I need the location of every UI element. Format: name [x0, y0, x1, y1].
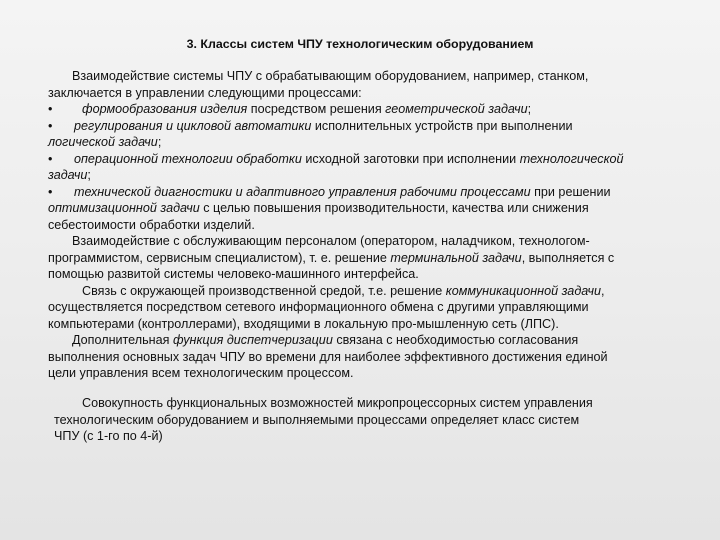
text-run: с целью повышения производительности, качества или снижения — [199, 201, 589, 215]
text-run: ; — [527, 102, 532, 116]
text-line — [48, 118, 698, 135]
text-run: Совокупность функциональных возможностей микропроцессорных систем управления — [82, 396, 593, 410]
text-run: исходной заготовки при исполнении — [301, 151, 520, 166]
text-run: исполнительных устройств при выполнении — [311, 118, 573, 133]
italic-term: технической диагностики и адаптивного управления рабочими процессами — [74, 184, 531, 199]
text-run: ; — [87, 168, 91, 182]
text-line — [48, 184, 698, 201]
text-line — [48, 217, 698, 234]
text-run: ; — [157, 135, 162, 149]
text-line — [48, 101, 698, 118]
text-run: осуществляется посредством сетевого информационного обмена с другими управляющими — [48, 300, 589, 314]
text-run: Взаимодействие системы ЧПУ с обрабатывающим оборудованием, например, станком, — [72, 69, 589, 83]
text-run: Дополнительная — [72, 333, 173, 347]
text-line — [48, 200, 698, 217]
text-run: помощью развитой системы человеко-машинного интерфейса. — [48, 267, 419, 281]
bullet-marker: • — [48, 184, 53, 199]
italic-term: коммуникационной задачи — [445, 283, 601, 298]
text-line — [48, 266, 698, 283]
text-run: себестоимости обработки изделий. — [48, 217, 255, 232]
italic-term: геометрической задачи — [385, 102, 528, 116]
text-line — [48, 68, 698, 85]
italic-term: операционной технологии обработки — [74, 151, 302, 166]
text-line — [48, 134, 698, 151]
italic-term: формообразования изделия — [82, 102, 248, 116]
italic-term: задачи — [48, 168, 88, 182]
body-text — [48, 68, 698, 382]
text-line — [48, 151, 698, 168]
text-run: технологическим оборудованием и выполняемыми процессами определяет класс систем — [54, 412, 580, 427]
bullet-marker: • — [48, 151, 53, 166]
text-run: заключается в управлении следующими процессами: — [48, 85, 362, 100]
italic-term: технологической — [519, 151, 624, 166]
italic-term: терминальной задачи — [390, 250, 522, 265]
text-line — [48, 250, 698, 267]
text-run: цели управления всем технологическим процессом. — [48, 366, 354, 380]
italic-term: логической задачи — [48, 135, 158, 149]
text-line — [48, 332, 698, 349]
text-run: Взаимодействие с обслуживающим персоналом (оператором, наладчиком, технологом- — [72, 234, 590, 248]
text-line — [48, 283, 698, 300]
text-run: , выполняется с — [521, 250, 615, 265]
slide-title: 3. Классы систем ЧПУ технологическим оборудованием — [186, 37, 534, 51]
text-run: выполнения основных задач ЧПУ во времени для наиболее эффективного достижения единой — [48, 349, 608, 364]
closing-paragraph — [54, 395, 694, 445]
text-run: программистом, сервисным специалистом), т. е. решение — [48, 250, 391, 265]
text-line — [54, 412, 694, 429]
text-line — [54, 428, 694, 445]
text-line — [48, 85, 698, 102]
text-run: Связь с окружающей производственной средой, т.е. решение — [82, 283, 446, 298]
text-run: связана с необходимостью согласования — [332, 333, 579, 347]
italic-term: оптимизационной задачи — [48, 201, 200, 215]
text-line — [48, 365, 698, 382]
text-run: посредством решения — [247, 102, 386, 116]
text-line — [54, 395, 694, 412]
bullet-marker: • — [48, 102, 53, 116]
text-line — [48, 349, 698, 366]
italic-term: функция диспетчеризации — [172, 333, 333, 347]
bullet-marker: • — [48, 118, 53, 133]
text-run: при решении — [530, 184, 611, 199]
text-run: ЧПУ (с 1-го по 4-й) — [54, 429, 163, 443]
text-run: , — [600, 283, 605, 298]
italic-term: регулирования и цикловой автоматики — [74, 118, 312, 133]
text-line — [48, 316, 698, 333]
text-run: компьютерами (контроллерами), входящими в локальную про-мышленную сеть (ЛПС). — [48, 316, 559, 331]
text-line — [48, 299, 698, 316]
text-line — [48, 167, 698, 184]
text-line — [48, 233, 698, 250]
